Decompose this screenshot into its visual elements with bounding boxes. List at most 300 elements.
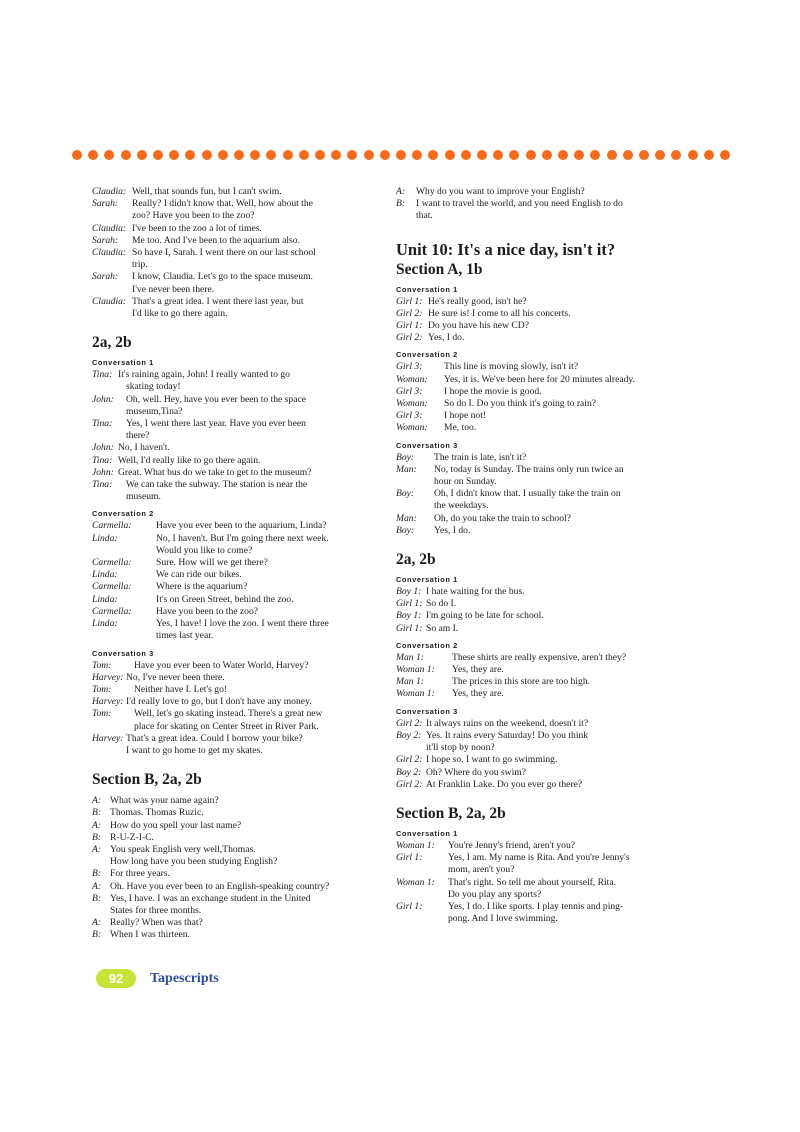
dialogue-line xyxy=(92,520,382,532)
dialogue-text: Do you have his new CD? xyxy=(428,320,529,332)
dialogue-text: Yes, I have. I was an exchange student in the United xyxy=(110,892,311,904)
dialogue-text: No, I've never been there. xyxy=(126,671,225,683)
dialogue-line xyxy=(396,525,686,537)
dialogue-text: I'd really love to go, but I don't have any money. xyxy=(126,696,312,708)
dialogue-continuation: States for three months. xyxy=(110,904,202,916)
border-dot xyxy=(623,150,633,160)
speaker-name: Linda: xyxy=(92,593,118,605)
border-dot xyxy=(331,150,341,160)
dialogue-text: This line is moving slowly, isn't it? xyxy=(444,361,579,373)
speaker-name: Sarah: xyxy=(92,198,119,210)
right-column xyxy=(396,186,686,925)
dialogue-line xyxy=(92,684,382,696)
dialogue-text: So do I. Do you think it's going to rain? xyxy=(444,398,597,410)
dialogue-text: Where is the aquarium? xyxy=(156,581,248,593)
dialogue-line xyxy=(396,779,686,791)
dialogue-line xyxy=(92,594,382,606)
border-dot xyxy=(396,150,406,160)
speaker-name: Tina: xyxy=(92,418,113,430)
dialogue-line xyxy=(92,479,382,491)
dialogue-text: It's on Green Street, behind the zoo. xyxy=(156,593,294,605)
dialogue-line xyxy=(92,533,382,545)
speaker-name: Tina: xyxy=(92,454,113,466)
dialogue-text: Oh, well. Hey, have you ever been to the space xyxy=(126,393,306,405)
border-dot xyxy=(380,150,390,160)
speaker-name: John: xyxy=(92,466,114,478)
speaker-name: Carmella: xyxy=(92,605,132,617)
speaker-name: Boy 1: xyxy=(396,586,422,598)
dialogue-text: He sure is! I come to all his concerts. xyxy=(428,307,571,319)
dialogue-line xyxy=(92,868,382,880)
border-dot xyxy=(185,150,195,160)
dialogue-line xyxy=(396,198,686,210)
dialogue-text: Oh, I didn't know that. I usually take the train on xyxy=(434,488,621,500)
dialogue-continuation: there? xyxy=(126,430,150,442)
border-dot xyxy=(266,150,276,160)
conversation-label: Conversation 1 xyxy=(396,575,458,585)
dialogue-line xyxy=(396,452,686,464)
border-dot xyxy=(574,150,584,160)
dialogue-text: We can take the subway. The station is near the xyxy=(126,479,308,491)
dialogue-line xyxy=(92,581,382,593)
dialogue-line xyxy=(92,271,382,283)
border-dot xyxy=(250,150,260,160)
speaker-name: Girl 1: xyxy=(396,900,423,912)
speaker-name: Man 1: xyxy=(396,676,424,688)
dialogue-line xyxy=(92,618,382,630)
dialogue-line xyxy=(396,513,686,525)
dialogue-line xyxy=(92,696,382,708)
dialogue-line xyxy=(92,223,382,235)
border-dot xyxy=(477,150,487,160)
speaker-name: Boy 2: xyxy=(396,729,422,741)
dialogue-text: At Franklin Lake. Do you ever go there? xyxy=(426,778,583,790)
border-dot xyxy=(234,150,244,160)
dialogue-continuation: mom, aren't you? xyxy=(448,864,515,876)
dialogue-text: What was your name again? xyxy=(110,795,219,807)
dialogue-line xyxy=(92,606,382,618)
dialogue-line xyxy=(92,369,382,381)
dialogue-text: I'm going to be late for school. xyxy=(426,610,544,622)
dialogue-text: Well, I'd really like to go there again. xyxy=(118,454,261,466)
dialogue-text: He's really good, isn't he? xyxy=(428,295,527,307)
dialogue-text: We can ride our bikes. xyxy=(156,569,242,581)
dialogue-text: Yes, they are. xyxy=(452,664,504,676)
dialogue-line xyxy=(396,688,686,700)
dialogue-line xyxy=(396,730,686,742)
speaker-name: Carmella: xyxy=(92,557,132,569)
speaker-name: B: xyxy=(92,868,102,880)
dialogue-line xyxy=(396,308,686,320)
dialogue-text: I hate waiting for the bus. xyxy=(426,586,525,598)
dialogue-text: It always rains on the weekend, doesn't it? xyxy=(426,717,589,729)
dialogue-text: No, I haven't. But I'm going there next week. xyxy=(156,532,329,544)
dialogue-line xyxy=(92,442,382,454)
dialogue-text: The prices in this store are too high. xyxy=(452,676,591,688)
dialogue-line xyxy=(92,893,382,905)
dialogue-continuation: How long have you been studying English? xyxy=(110,856,278,868)
border-dot xyxy=(364,150,374,160)
dialogue-line xyxy=(396,877,686,889)
dialogue-text: I know, Claudia. Let's go to the space museum. xyxy=(132,271,313,283)
speaker-name: Boy: xyxy=(396,451,415,463)
left-column xyxy=(92,186,382,942)
dialogue-text: Well, let's go skating instead. There's a great new xyxy=(134,708,323,720)
dialogue-text: No, today is Sunday. The trains only run twice an xyxy=(434,463,624,475)
dialogue-line xyxy=(396,840,686,852)
speaker-name: B: xyxy=(92,807,102,819)
dialogue-line xyxy=(396,718,686,730)
dialogue-line xyxy=(92,917,382,929)
speaker-name: Girl 2: xyxy=(396,307,423,319)
section-heading: Section A, 1b xyxy=(396,260,483,278)
speaker-name: Girl 3: xyxy=(396,410,423,422)
dialogue-text: Oh? Where do you swim? xyxy=(426,766,526,778)
speaker-name: Girl 2: xyxy=(396,754,423,766)
dialogue-line xyxy=(92,733,382,745)
dialogue-line xyxy=(92,660,382,672)
dialogue-continuation: museum. xyxy=(126,491,161,503)
border-dot xyxy=(218,150,228,160)
conversation-label: Conversation 3 xyxy=(92,648,154,658)
dialogue-text: So have I, Sarah. I went there on our last school xyxy=(132,247,316,259)
border-dot xyxy=(461,150,471,160)
dialogue-text: R-U-Z-I-C. xyxy=(110,831,154,843)
dialogue-text: It's raining again, John! I really wanted to go xyxy=(118,369,290,381)
border-dot xyxy=(607,150,617,160)
section-heading: Section B, 2a, 2b xyxy=(396,804,506,822)
border-dot xyxy=(202,150,212,160)
dialogue-line xyxy=(92,820,382,832)
speaker-name: Tom: xyxy=(92,659,112,671)
border-dot xyxy=(412,150,422,160)
dialogue-text: That's right. So tell me about yourself, Rita. xyxy=(448,876,616,888)
dialogue-continuation: the weekdays. xyxy=(434,500,489,512)
dialogue-line xyxy=(92,198,382,210)
dialogue-line xyxy=(92,881,382,893)
speaker-name: Harvey: xyxy=(92,671,124,683)
border-dot xyxy=(428,150,438,160)
speaker-name: A: xyxy=(92,843,102,855)
border-dot xyxy=(121,150,131,160)
dialogue-line xyxy=(92,235,382,247)
border-dot xyxy=(153,150,163,160)
border-dot xyxy=(445,150,455,160)
dialogue-text: I hope not! xyxy=(444,410,487,422)
dialogue-text: How do you spell your last name? xyxy=(110,819,242,831)
section-heading: 2a, 2b xyxy=(396,551,436,569)
dialogue-continuation: hour on Sunday. xyxy=(434,476,497,488)
dialogue-text: Have you ever been to Water World, Harvey? xyxy=(134,659,309,671)
speaker-name: Linda: xyxy=(92,569,118,581)
speaker-name: Harvey: xyxy=(92,732,124,744)
border-dot xyxy=(704,150,714,160)
dialogue-continuation: museum,Tina? xyxy=(126,405,183,417)
dialogue-continuation: place for skating on Center Street in River Park. xyxy=(134,720,319,732)
dialogue-text: That's a great idea. I went there last year, but xyxy=(132,295,304,307)
border-dot xyxy=(283,150,293,160)
dialogue-text: For three years. xyxy=(110,868,170,880)
dialogue-text: Me, too. xyxy=(444,422,477,434)
dialogue-line xyxy=(396,332,686,344)
speaker-name: Claudia: xyxy=(92,222,127,234)
speaker-name: A: xyxy=(92,795,102,807)
border-dot xyxy=(509,150,519,160)
border-dot xyxy=(526,150,536,160)
section-heading: Unit 10: It's a nice day, isn't it? xyxy=(396,239,616,259)
dialogue-text: So am I. xyxy=(426,622,459,634)
border-dot xyxy=(688,150,698,160)
dialogue-line xyxy=(92,844,382,856)
dialogue-text: Yes, it is. We've been here for 20 minutes already. xyxy=(444,373,636,385)
footer-label: Tapescripts xyxy=(150,970,219,986)
speaker-name: B: xyxy=(396,198,406,210)
speaker-name: Claudia: xyxy=(92,247,127,259)
dialogue-text: I hope the movie is good. xyxy=(444,385,542,397)
speaker-name: Girl 2: xyxy=(396,778,423,790)
speaker-name: Boy 1: xyxy=(396,610,422,622)
dialogue-line xyxy=(396,598,686,610)
dialogue-line xyxy=(92,296,382,308)
border-dot xyxy=(72,150,82,160)
dialogue-text: Oh, do you take the train to school? xyxy=(434,512,571,524)
speaker-name: Boy 2: xyxy=(396,766,422,778)
speaker-name: A: xyxy=(92,880,102,892)
dialogue-text: These shirts are really expensive, aren't they? xyxy=(452,651,627,663)
dialogue-text: Yes, I went there last year. Have you ever been xyxy=(126,418,306,430)
border-dot xyxy=(639,150,649,160)
dialogue-line xyxy=(396,754,686,766)
conversation-label: Conversation 1 xyxy=(396,828,458,838)
speaker-name: Girl 1: xyxy=(396,320,423,332)
orange-dot-border xyxy=(72,150,732,162)
dialogue-text: Neither have I. Let's go! xyxy=(134,683,228,695)
dialogue-line xyxy=(396,652,686,664)
dialogue-line xyxy=(92,394,382,406)
dialogue-line xyxy=(396,320,686,332)
speaker-name: Sarah: xyxy=(92,234,119,246)
speaker-name: Woman: xyxy=(396,373,428,385)
dialogue-line xyxy=(396,664,686,676)
dialogue-text: Thomas. Thomas Ruzic. xyxy=(110,807,204,819)
speaker-name: Man: xyxy=(396,512,417,524)
speaker-name: Woman: xyxy=(396,422,428,434)
speaker-name: Girl 3: xyxy=(396,385,423,397)
dialogue-line xyxy=(396,186,686,198)
speaker-name: Linda: xyxy=(92,618,118,630)
dialogue-text: You speak English very well,Thomas. xyxy=(110,843,256,855)
speaker-name: Girl 1: xyxy=(396,295,423,307)
dialogue-continuation: trip. xyxy=(132,259,148,271)
border-dot xyxy=(347,150,357,160)
speaker-name: Harvey: xyxy=(92,696,124,708)
speaker-name: A: xyxy=(396,186,406,197)
speaker-name: John: xyxy=(92,442,114,454)
dialogue-line xyxy=(396,623,686,635)
speaker-name: B: xyxy=(92,929,102,941)
dialogue-text: Well, that sounds fun, but I can't swim. xyxy=(132,186,282,197)
speaker-name: B: xyxy=(92,831,102,843)
conversation-label: Conversation 3 xyxy=(396,440,458,450)
dialogue-text: Yes, I am. My name is Rita. And you're Jenny's xyxy=(448,852,630,864)
dialogue-text: I hope so. I want to go swimming. xyxy=(426,754,558,766)
speaker-name: Carmella: xyxy=(92,581,132,593)
dialogue-continuation: pong. And I love swimming. xyxy=(448,913,558,925)
page-footer xyxy=(96,969,219,988)
speaker-name: Woman 1: xyxy=(396,839,435,851)
dialogue-text: Great. What bus do we take to get to the museum? xyxy=(118,466,312,478)
dialogue-text: Sure. How will we get there? xyxy=(156,557,268,569)
dialogue-text: Really? When was that? xyxy=(110,917,203,929)
dialogue-line xyxy=(396,410,686,422)
dialogue-line xyxy=(396,586,686,598)
speaker-name: Girl 3: xyxy=(396,361,423,373)
speaker-name: Tina: xyxy=(92,479,113,491)
dialogue-line xyxy=(92,467,382,479)
speaker-name: Girl 1: xyxy=(396,852,423,864)
dialogue-text: I want to travel the world, and you need English to do xyxy=(416,198,623,210)
dialogue-line xyxy=(396,488,686,500)
dialogue-line xyxy=(396,422,686,434)
border-dot xyxy=(315,150,325,160)
dialogue-text: Yes, they are. xyxy=(452,688,504,700)
dialogue-line xyxy=(396,361,686,373)
dialogue-continuation: I want to go home to get my skates. xyxy=(126,744,263,756)
speaker-name: Carmella: xyxy=(92,520,132,532)
conversation-label: Conversation 2 xyxy=(396,350,458,360)
conversation-label: Conversation 1 xyxy=(92,358,154,368)
dialogue-text: The train is late, isn't it? xyxy=(434,451,527,463)
speaker-name: Man 1: xyxy=(396,651,424,663)
dialogue-text: So do I. xyxy=(426,598,457,610)
dialogue-line xyxy=(92,186,382,198)
dialogue-text: Yes, I have! I love the zoo. I went there three xyxy=(156,618,329,630)
speaker-name: A: xyxy=(92,819,102,831)
dialogue-line xyxy=(396,610,686,622)
dialogue-text: Why do you want to improve your English? xyxy=(416,186,585,197)
speaker-name: Girl 2: xyxy=(396,332,423,344)
dialogue-line xyxy=(92,569,382,581)
conversation-label: Conversation 2 xyxy=(396,640,458,650)
border-dot xyxy=(137,150,147,160)
border-dot xyxy=(671,150,681,160)
dialogue-continuation: that. xyxy=(416,210,433,222)
dialogue-line xyxy=(396,386,686,398)
speaker-name: Woman 1: xyxy=(396,688,435,700)
dialogue-line xyxy=(92,708,382,720)
dialogue-line xyxy=(92,247,382,259)
dialogue-line xyxy=(92,418,382,430)
dialogue-text: You're Jenny's friend, aren't you? xyxy=(448,839,576,851)
section-heading: 2a, 2b xyxy=(92,334,132,352)
dialogue-text: Really? I didn't know that. Well, how about the xyxy=(132,198,313,210)
dialogue-continuation: zoo? Have you been to the zoo? xyxy=(132,210,255,222)
border-dot xyxy=(88,150,98,160)
dialogue-continuation: skating today! xyxy=(126,381,181,393)
dialogue-continuation: I've never been there. xyxy=(132,283,215,295)
dialogue-line xyxy=(396,767,686,779)
speaker-name: Girl 1: xyxy=(396,622,423,634)
conversation-label: Conversation 3 xyxy=(396,706,458,716)
dialogue-text: Yes, I do. xyxy=(428,332,465,344)
dialogue-text: Yes. It rains every Saturday! Do you think xyxy=(426,729,589,741)
border-dot xyxy=(542,150,552,160)
dialogue-continuation: Do you play any sports? xyxy=(448,888,542,900)
dialogue-line xyxy=(396,296,686,308)
border-dot xyxy=(590,150,600,160)
dialogue-text: Oh. Have you ever been to an English-speaking country? xyxy=(110,880,330,892)
section-heading: Section B, 2a, 2b xyxy=(92,771,202,789)
border-dot xyxy=(558,150,568,160)
dialogue-line xyxy=(92,929,382,941)
conversation-label: Conversation 1 xyxy=(396,284,458,294)
dialogue-text: When I was thirteen. xyxy=(110,929,190,941)
speaker-name: Linda: xyxy=(92,532,118,544)
conversation-label: Conversation 2 xyxy=(92,509,154,519)
dialogue-continuation: it'll stop by noon? xyxy=(426,742,495,754)
dialogue-line xyxy=(396,676,686,688)
dialogue-line xyxy=(92,795,382,807)
speaker-name: Boy: xyxy=(396,524,415,536)
border-dot xyxy=(299,150,309,160)
dialogue-line xyxy=(396,398,686,410)
dialogue-text: That's a great idea. Could I borrow your bike? xyxy=(126,732,303,744)
border-dot xyxy=(169,150,179,160)
speaker-name: Claudia: xyxy=(92,186,127,197)
dialogue-line xyxy=(92,557,382,569)
speaker-name: Tom: xyxy=(92,683,112,695)
speaker-name: A: xyxy=(92,917,102,929)
dialogue-line xyxy=(396,852,686,864)
dialogue-continuation: Would you like to come? xyxy=(156,544,253,556)
dialogue-line xyxy=(92,832,382,844)
speaker-name: Man: xyxy=(396,463,417,475)
speaker-name: Woman: xyxy=(396,398,428,410)
dialogue-continuation: times last year. xyxy=(156,630,214,642)
dialogue-text: Me too. And I've been to the aquarium also. xyxy=(132,234,300,246)
speaker-name: Woman 1: xyxy=(396,664,435,676)
speaker-name: Girl 2: xyxy=(396,717,423,729)
speaker-name: Sarah: xyxy=(92,271,119,283)
dialogue-text: Have you been to the zoo? xyxy=(156,605,259,617)
page-number: 92 xyxy=(96,969,136,988)
dialogue-line xyxy=(396,374,686,386)
speaker-name: Tina: xyxy=(92,369,113,381)
border-dot xyxy=(655,150,665,160)
dialogue-text: No, I haven't. xyxy=(118,442,170,454)
speaker-name: Boy: xyxy=(396,488,415,500)
speaker-name: Woman 1: xyxy=(396,876,435,888)
dialogue-text: Have you ever been to the aquarium, Linda? xyxy=(156,520,327,532)
border-dot xyxy=(493,150,503,160)
dialogue-line xyxy=(92,672,382,684)
speaker-name: John: xyxy=(92,393,114,405)
border-dot xyxy=(720,150,730,160)
speaker-name: B: xyxy=(92,892,102,904)
speaker-name: Girl 1: xyxy=(396,598,423,610)
dialogue-text: I've been to the zoo a lot of times. xyxy=(132,222,262,234)
dialogue-line xyxy=(396,901,686,913)
dialogue-line xyxy=(92,455,382,467)
dialogue-text: Yes, I do. xyxy=(434,524,471,536)
dialogue-text: Yes, I do. I like sports. I play tennis and ping- xyxy=(448,900,624,912)
dialogue-continuation: I'd like to go there again. xyxy=(132,308,228,320)
speaker-name: Claudia: xyxy=(92,295,127,307)
dialogue-line xyxy=(396,464,686,476)
speaker-name: Tom: xyxy=(92,708,112,720)
dialogue-line xyxy=(92,807,382,819)
border-dot xyxy=(104,150,114,160)
